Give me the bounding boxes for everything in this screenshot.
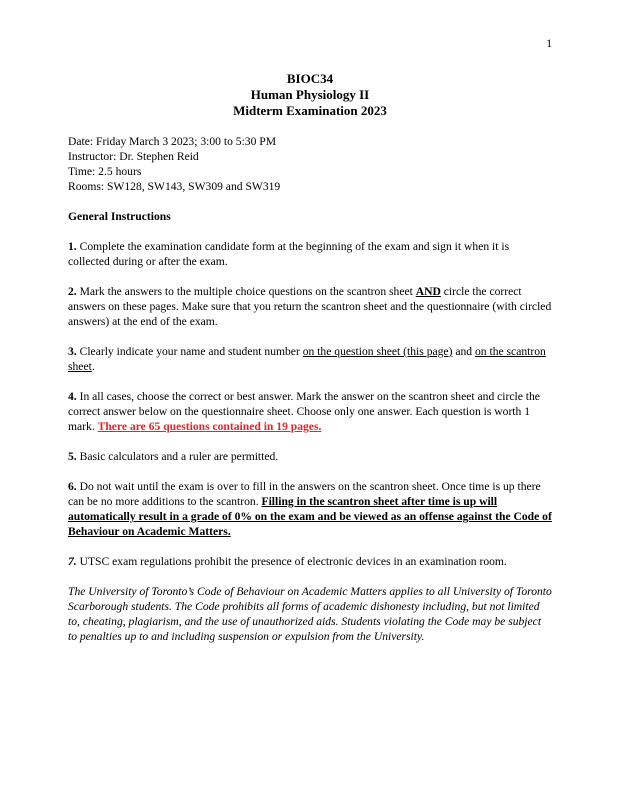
instruction-7 bbox=[68, 554, 552, 569]
text-segment: Basic calculators and a ruler are permitted. bbox=[76, 450, 279, 463]
text-segment: 3. bbox=[68, 345, 77, 358]
detail-date: Date: Friday March 3 2023; 3:00 to 5:30 PM bbox=[68, 135, 277, 148]
instruction-3 bbox=[68, 344, 552, 374]
text-segment: . bbox=[91, 360, 95, 373]
general-instructions-heading: General Instructions bbox=[68, 210, 171, 223]
text-segment: Complete the examination candidate form at the beginning of the exam and sign it when it is collected during or after the exam. bbox=[68, 240, 510, 268]
text-segment: on the question sheet (this page) bbox=[302, 345, 453, 358]
text-segment: 1. bbox=[68, 240, 77, 253]
course-code: BIOC34 bbox=[286, 71, 334, 86]
instruction-1 bbox=[68, 239, 552, 269]
exam-title-block bbox=[68, 71, 552, 119]
instruction-2 bbox=[68, 284, 552, 329]
exam-details-block bbox=[68, 134, 552, 194]
text-segment: 5. bbox=[68, 450, 77, 463]
text-segment: on the scantron sheet bbox=[68, 345, 546, 373]
text-segment: Clearly indicate your name and student number bbox=[76, 345, 303, 358]
detail-rooms: Rooms: SW128, SW143, SW309 and SW319 bbox=[68, 180, 281, 193]
detail-time: Time: 2.5 hours bbox=[68, 165, 142, 178]
text-segment: AND bbox=[415, 285, 441, 298]
detail-instructor: Instructor: Dr. Stephen Reid bbox=[68, 150, 199, 163]
text-segment: Filling in the scantron sheet after time is up will automatically result in a grade of 0% on the exam and be viewed as an offense against the Code of Behaviour on Academic Matters. bbox=[68, 495, 552, 538]
text-segment: UTSC exam regulations prohibit the presence of electronic devices in an examination room. bbox=[76, 555, 507, 568]
text-segment: There are 65 questions contained in 19 pages. bbox=[97, 420, 322, 433]
text-segment: Do not wait until the exam is over to fill in the answers on the scantron sheet. Once time is up there can be no more additions to the scantron. bbox=[68, 480, 541, 508]
page-number: 1 bbox=[546, 37, 552, 50]
text-segment: 7. bbox=[68, 555, 77, 568]
text-segment: 4. bbox=[68, 390, 77, 403]
course-title: Human Physiology II bbox=[250, 87, 370, 102]
text-segment: 6. bbox=[68, 480, 77, 493]
instruction-5 bbox=[68, 449, 552, 464]
text-segment: In all cases, choose the correct or best answer. Mark the answer on the scantron sheet and circle the correct answer below on the questionnaire sheet. Choose only one answer. Each question is worth 1 mark. bbox=[68, 390, 540, 433]
text-segment: 2. bbox=[68, 285, 77, 298]
instruction-4 bbox=[68, 389, 552, 434]
text-segment: and bbox=[452, 345, 475, 358]
exam-title: Midterm Examination 2023 bbox=[233, 103, 387, 118]
academic-integrity-notice: The University of Toronto’s Code of Behaviour on Academic Matters applies to all University of Toronto Scarborough students. The Code prohibits all forms of academic dishonesty including, but not limited to, cheating, plagiarism, and the use of unauthorized aids. Students violating the Code may be subject to penalties up to and including suspension or expulsion from the University. bbox=[68, 585, 552, 643]
text-segment: circle the correct answers on these pages. Make sure that you return the scantron sheet and the questionnaire (with circled answers) at the end of the exam. bbox=[68, 285, 552, 328]
instruction-6 bbox=[68, 479, 552, 539]
text-segment: Mark the answers to the multiple choice questions on the scantron sheet bbox=[76, 285, 416, 298]
